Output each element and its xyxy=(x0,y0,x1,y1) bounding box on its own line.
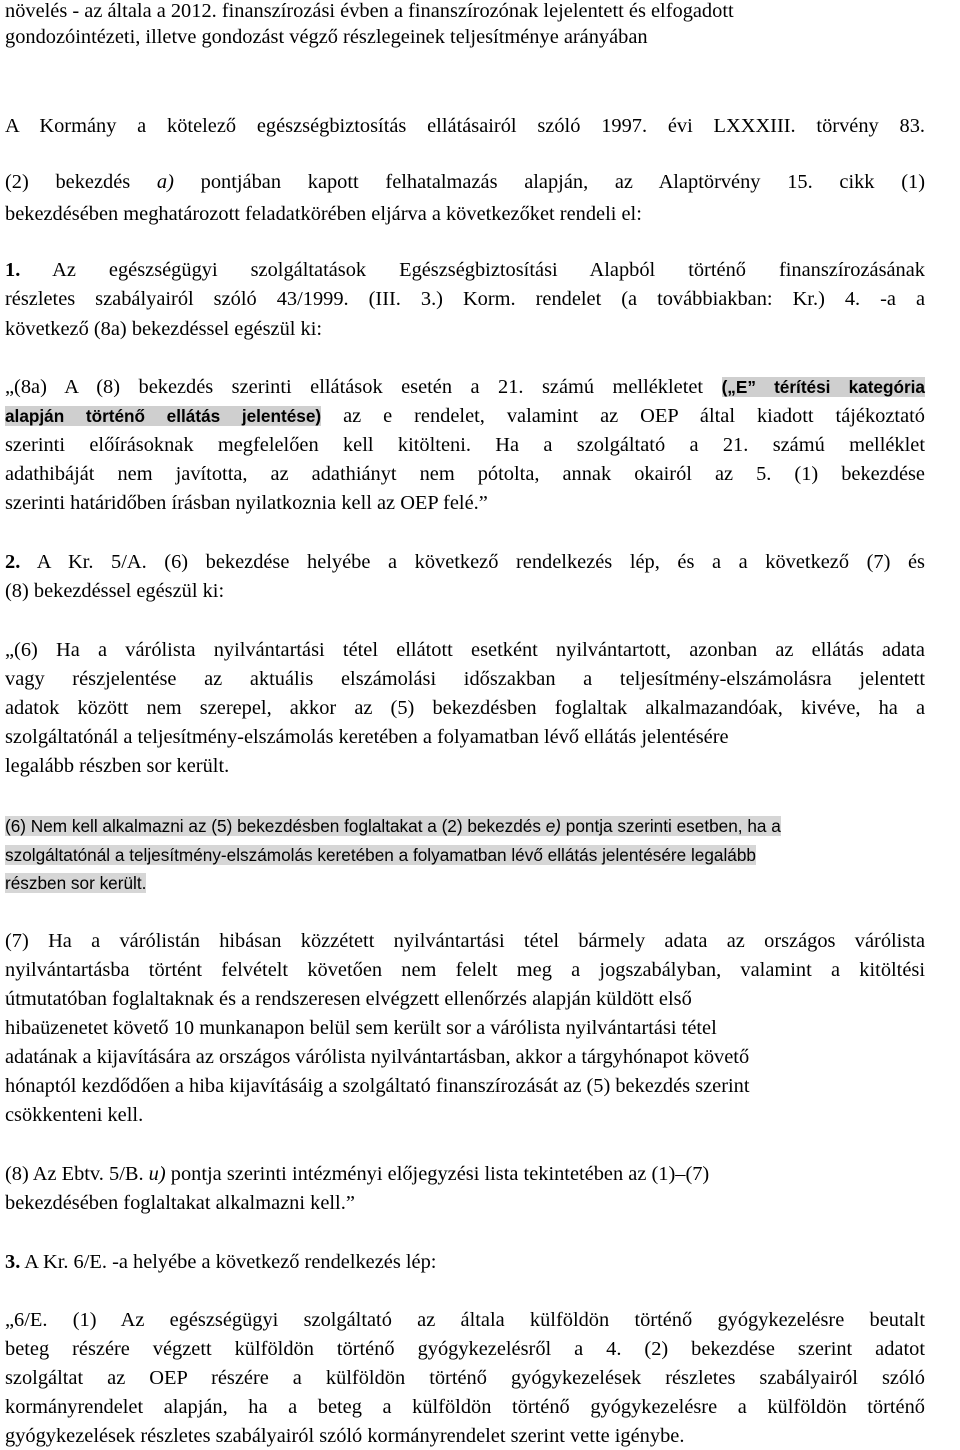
text-fragment: Az egészségügyi szolgáltatások Egészségbiztosítási Alapból történő finanszírozásának xyxy=(20,259,925,281)
section-3-line xyxy=(5,1248,436,1276)
text-fragment: „(8a) A (8) bekezdés szerinti ellátások esetén a 21. számú mellékletet xyxy=(5,376,722,398)
section-number: 2. xyxy=(5,551,21,573)
paragraph-6-line: vagy részjelentése az aktuális elszámolási időszakban a teljesítmény-elszámolásra jelentett xyxy=(5,668,925,690)
preamble-line: bekezdésében meghatározott feladatkörében eljárva a következőket rendeli el: xyxy=(5,203,642,225)
highlighted-text: szolgáltatónál a teljesítmény-elszámolás keretében a folyamatban lévő ellátás jelentésére legalább xyxy=(5,845,756,865)
quote-line xyxy=(5,373,925,401)
section-2-line xyxy=(5,548,925,576)
section-3-paragraph-line: szolgáltat az OEP részére a külföldön történő gyógykezelések részletes szabályairól szóló xyxy=(5,1367,925,1389)
quote-line: szerinti előírásoknak megfelelően kell kitölteni. Ha a szolgáltató a 21. számú melléklet xyxy=(5,434,925,456)
paragraph-7-line: nyilvántartásba történt felvételt követően nem felelt meg a jogszabályban, valamint a kitöltési xyxy=(5,959,925,981)
paragraph-7-line: útmutatóban foglaltaknak és a rendszeresen elvégzett ellenőrzés alapján küldött első xyxy=(5,988,692,1010)
preamble-line xyxy=(5,168,925,196)
paragraph-7-line: hónaptól kezdődően a hiba kijavításáig a szolgáltató finanszírozását az (5) bekezdés szerint xyxy=(5,1075,750,1097)
text-line: növelés - az általa a 2012. finanszírozási évben a finanszírozónak lejelentett és elfogadott xyxy=(5,0,734,22)
paragraph-7-line: csökkenteni kell. xyxy=(5,1104,144,1126)
quote-line: szerinti határidőben írásban nyilatkoznia kell az OEP felé.” xyxy=(5,492,488,514)
text-fragment: (2) bekezdés xyxy=(5,171,157,193)
paragraph-7-line: adatának a kijavítására az országos várólista nyilvántartásban, akkor a tárgyhónapot követő xyxy=(5,1046,750,1068)
section-1-line: következő (8a) bekezdéssel egészül ki: xyxy=(5,318,323,340)
section-number: 1. xyxy=(5,259,21,281)
paragraph-6-line: adatok között nem szerepel, akkor az (5) bekezdésben foglaltak alkalmazandóak, kivéve, ha a xyxy=(5,697,925,719)
quote-line xyxy=(5,402,925,430)
text-fragment: az e rendelet, valamint az OEP által kiadott tájékoztató xyxy=(321,405,925,427)
section-1-line: részletes szabályairól szóló 43/1999. (III. 3.) Korm. rendelet (a továbbiakban: Kr.) 4. -a a xyxy=(5,288,925,310)
italic-letter: a) xyxy=(156,171,174,193)
highlighted-text: részben sor került. xyxy=(5,873,147,893)
paragraph-6-line: „(6) Ha a várólista nyilvántartási tétel ellátott esetként nyilvántartott, azonban az ellátás adata xyxy=(5,639,925,661)
section-3-paragraph-line: beteg részére végzett külföldön történő gyógykezelésről a 4. (2) bekezdése szerint adatot xyxy=(5,1338,925,1360)
paragraph-8-line: bekezdésében foglaltakat alkalmazni kell.” xyxy=(5,1192,355,1214)
highlighted-amendment-line xyxy=(5,812,781,840)
highlighted-insert: („E” térítési kategória xyxy=(721,377,925,397)
preamble-line: A Kormány a kötelező egészségbiztosítás ellátásairól szóló 1997. évi LXXXIII. törvény 83. xyxy=(5,115,925,137)
paragraph-7-line: hibaüzenetet követő 10 munkanapon belül sem került sor a várólista nyilvántartási tétel xyxy=(5,1017,717,1039)
quote-line: adathibáját nem javította, az adathiányt nem pótolta, annak okairól az 5. (1) bekezdése xyxy=(5,463,925,485)
text-fragment: A Kr. 5/A. (6) bekezdése helyébe a következő rendelkezés lép, és a a következő (7) és xyxy=(20,551,925,573)
section-number: 3. xyxy=(5,1251,21,1273)
paragraph-7-line: (7) Ha a várólistán hibásan közzétett nyilvántartási tétel bármely adata az országos várólista xyxy=(5,930,925,952)
paragraph-8-line: (8) Az Ebtv. 5/B. u) pontja szerinti intézményi előjegyzési lista tekintetében az (1)–(7) xyxy=(5,1163,710,1185)
section-3-paragraph-line: „6/E. (1) Az egészségügyi szolgáltató az általa külföldön történő gyógykezelésre beutalt xyxy=(5,1309,925,1331)
text-fragment: A Kr. 6/E. -a helyébe a következő rendelkezés lép: xyxy=(20,1251,437,1273)
highlighted-amendment-line xyxy=(5,841,756,869)
section-3-paragraph-line: kormányrendelet alapján, ha a beteg a külföldön történő gyógykezelésre a külföldön történő xyxy=(5,1396,925,1418)
paragraph-6-line: szolgáltatónál a teljesítmény-elszámolás keretében a folyamatban lévő ellátás jelentésére xyxy=(5,726,729,748)
highlighted-insert: alapján történő ellátás jelentése) xyxy=(5,406,322,426)
paragraph-6-line: legalább részben sor került. xyxy=(5,755,230,777)
highlighted-amendment-line xyxy=(5,869,146,897)
section-1-line xyxy=(5,256,925,284)
highlighted-text: (6) Nem kell alkalmazni az (5) bekezdésben foglaltakat a (2) bekezdés e) pontja szerinti esetben, ha a xyxy=(5,816,781,836)
text-fragment: pontjában kapott felhatalmazás alapján, az Alaptörvény 15. cikk (1) xyxy=(173,171,925,193)
section-3-paragraph-line: gyógykezelések részletes szabályairól szóló kormányrendelet szerint vette igénybe. xyxy=(5,1425,685,1447)
text-line: gondozóintézeti, illetve gondozást végző részlegeinek teljesítménye arányában xyxy=(5,26,648,48)
section-2-line: (8) bekezdéssel egészül ki: xyxy=(5,580,225,602)
